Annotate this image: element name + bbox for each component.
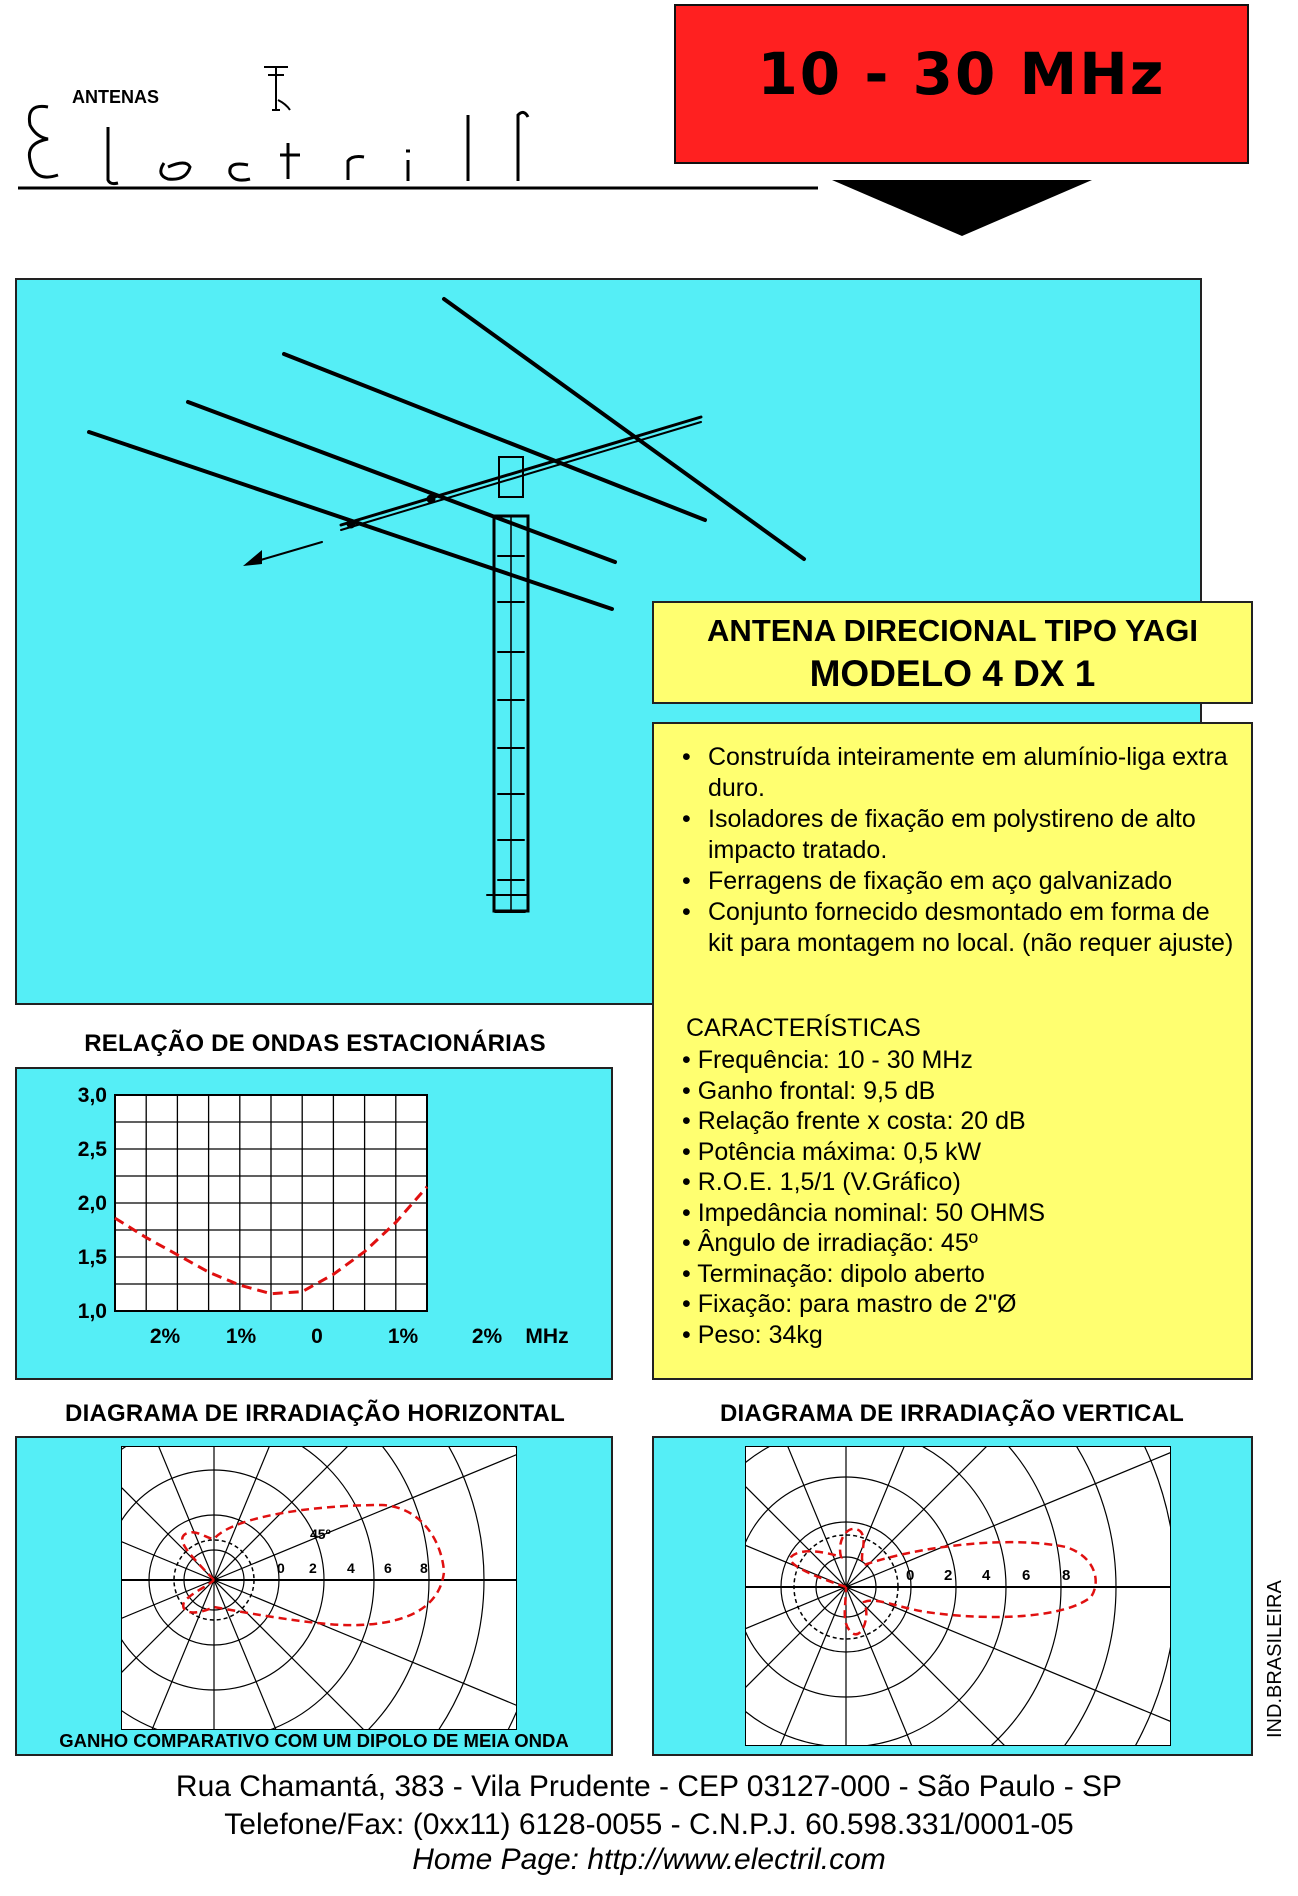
characteristic-item: • Frequência: 10 - 30 MHz: [682, 1045, 1242, 1076]
frequency-badge: [674, 4, 1249, 164]
characteristics-list: [682, 1045, 1242, 1350]
characteristic-item: • Ângulo de irradiação: 45º: [682, 1228, 1242, 1259]
range-label: 8: [1062, 1567, 1071, 1584]
range-label: 8: [420, 1560, 428, 1576]
y-tick-label: 2,5: [77, 1138, 107, 1161]
characteristic-item: • R.O.E. 1,5/1 (V.Gráfico): [682, 1167, 1242, 1198]
range-label: 6: [384, 1560, 392, 1576]
horizontal-radiation-diagram: [121, 1446, 517, 1730]
x-tick-label: 1%: [387, 1325, 419, 1348]
x-tick-label: 0: [311, 1325, 323, 1348]
footer-address: Rua Chamantá, 383 - Vila Prudente - CEP 03127-000 - São Paulo - SP: [175, 1770, 1123, 1803]
x-tick-label: 2%: [471, 1325, 503, 1348]
swr-chart-panel: [15, 1067, 613, 1380]
characteristic-item: • Peso: 34kg: [682, 1320, 1242, 1351]
characteristic-item: • Relação frente x costa: 20 dB: [682, 1106, 1242, 1137]
vertical-diagram-title: DIAGRAMA DE IRRADIAÇÃO VERTICAL: [720, 1400, 1184, 1427]
polar-grid: [745, 1446, 1171, 1746]
range-label: 4: [982, 1567, 991, 1584]
range-label: 4: [347, 1560, 355, 1576]
feature-item: • Conjunto fornecido desmontado em forma de kit para montagem no local. (não requer ajuste): [680, 897, 1240, 959]
vertical-diagram-panel: [652, 1436, 1253, 1756]
y-tick-label: 3,0: [77, 1084, 107, 1107]
characteristic-item: • Ganho frontal: 9,5 dB: [682, 1076, 1242, 1107]
characteristic-item: • Potência máxima: 0,5 kW: [682, 1137, 1242, 1168]
swr-chart-title: RELAÇÃO DE ONDAS ESTACIONÁRIAS: [84, 1030, 546, 1057]
product-title-box: [652, 601, 1253, 704]
angle-label: 45º: [310, 1526, 331, 1542]
vertical-radiation-diagram: [745, 1446, 1171, 1746]
feature-item: • Ferragens de fixação em aço galvanizado: [680, 866, 1240, 897]
x-unit-label: MHz: [525, 1325, 569, 1348]
feature-item: • Isoladores de fixação em polystireno de alto impacto tratado.: [680, 804, 1240, 866]
range-label: 0: [906, 1567, 915, 1584]
characteristic-item: • Fixação: para mastro de 2"Ø: [682, 1289, 1242, 1320]
x-tick-label: 2%: [149, 1325, 181, 1348]
range-label: 0: [277, 1560, 285, 1576]
polar-grid: [121, 1446, 517, 1730]
footer-phone: Telefone/Fax: (0xx11) 6128-0055 - C.N.P.J. 60.598.331/0001-05: [224, 1808, 1074, 1841]
brand-small-label: ANTENAS: [72, 87, 160, 107]
tower-icon: [264, 67, 290, 110]
x-tick-label: 1%: [225, 1325, 257, 1348]
y-tick-label: 1,5: [77, 1246, 107, 1269]
characteristics-heading: CARACTERÍSTICAS: [686, 1014, 921, 1042]
swr-chart: [17, 1069, 611, 1378]
frequency-label: 10 - 30 MHz: [757, 40, 1166, 108]
range-label: 2: [309, 1560, 317, 1576]
badge-arrow: [832, 180, 1092, 236]
feature-item: • Construída inteiramente em alumínio-liga extra duro.: [680, 742, 1240, 804]
product-model: MODELO 4 DX 1: [809, 653, 1096, 694]
characteristic-item: • Impedância nominal: 50 OHMS: [682, 1198, 1242, 1229]
footer-homepage-link[interactable]: Home Page: http://www.electril.com: [412, 1843, 886, 1876]
horizontal-diagram-title: DIAGRAMA DE IRRADIAÇÃO HORIZONTAL: [65, 1400, 565, 1427]
characteristic-item: • Terminação: dipolo aberto: [682, 1259, 1242, 1290]
specs-box: [652, 722, 1253, 1380]
product-type: ANTENA DIRECIONAL TIPO YAGI: [707, 613, 1198, 648]
horizontal-diagram-panel: [15, 1436, 613, 1756]
range-label: 2: [944, 1567, 953, 1584]
y-tick-label: 1,0: [77, 1300, 107, 1323]
side-text: IND.BRASILEIRA: [1264, 1580, 1286, 1738]
range-label: 6: [1022, 1567, 1031, 1584]
y-tick-label: 2,0: [77, 1192, 107, 1215]
gain-note: GANHO COMPARATIVO COM UM DIPOLO DE MEIA ONDA: [59, 1730, 569, 1751]
features-list: [680, 742, 1240, 959]
